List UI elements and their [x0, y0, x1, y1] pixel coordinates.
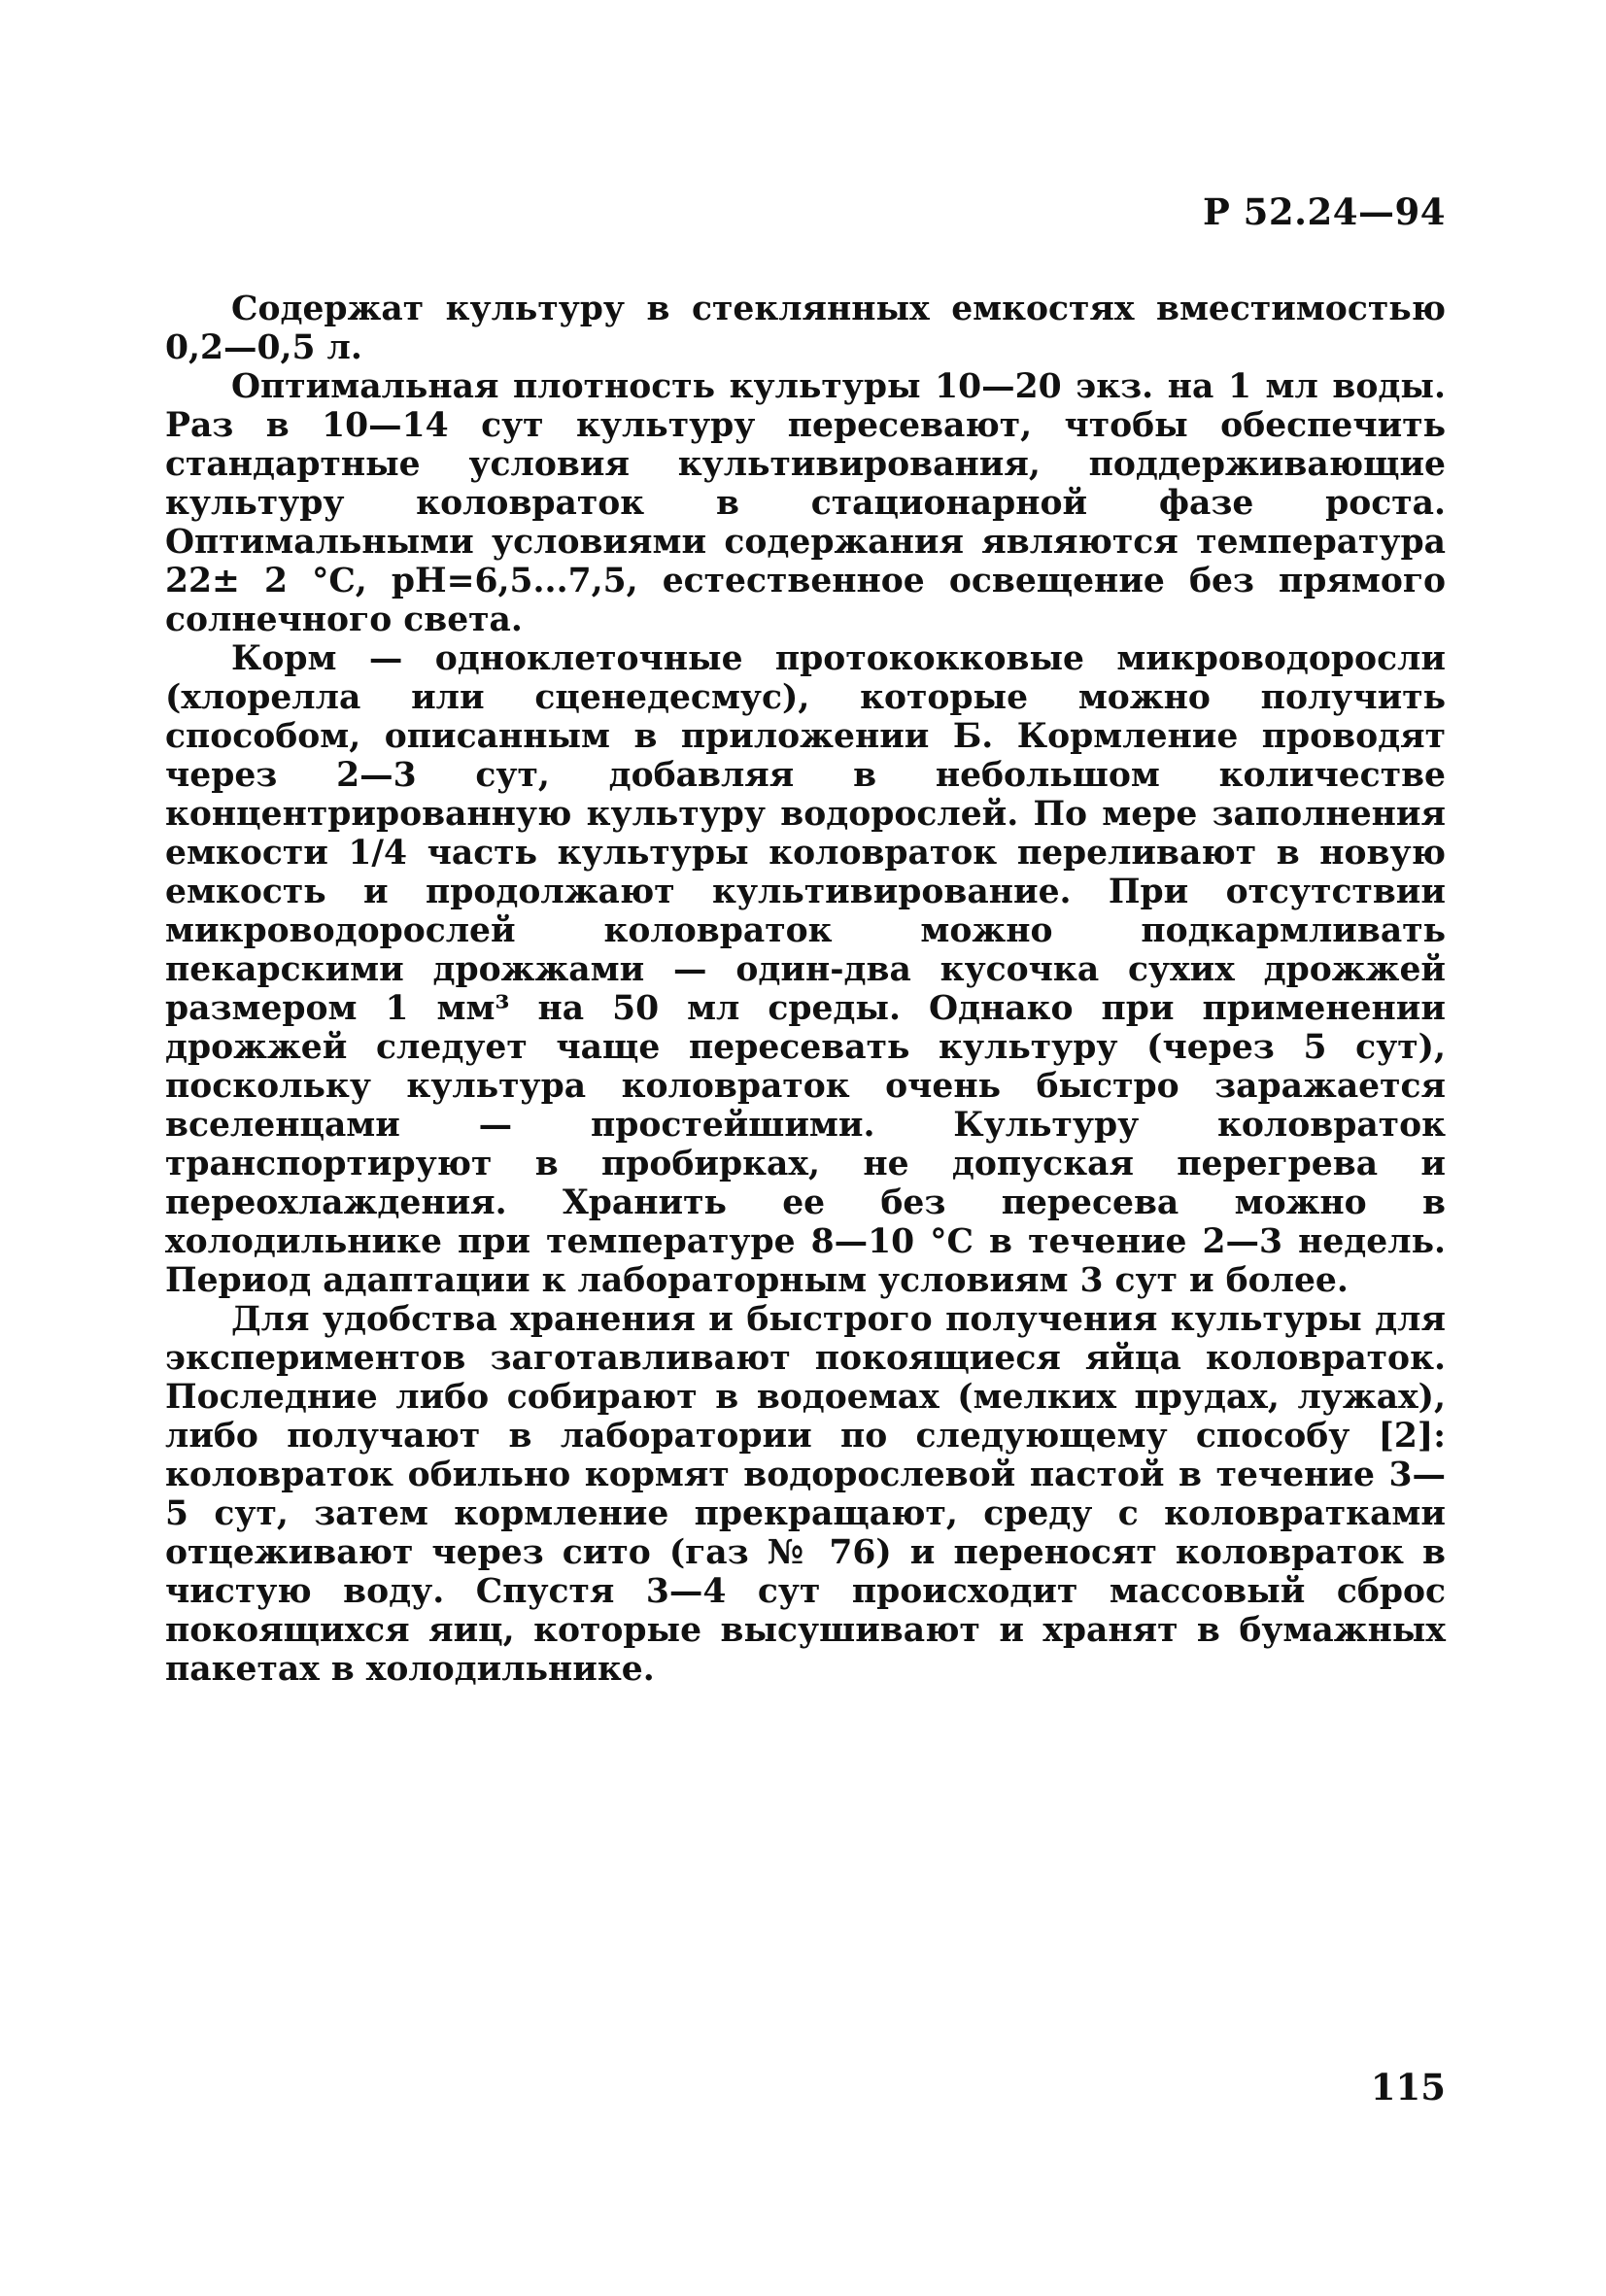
- paragraph-4: Для удобства хранения и быстрого получения культуры для экспериментов заготавливают покоящиеся яйца коловраток. Последние либо собирают в водоемах (мелких прудах, лужах), либо получают в лаборатории по следующему способу [2]: коловраток обильно кормят водорослевой пастой в течение 3—5 сут, затем кормление прекращают, среду с коловратками отцеживают через сито (газ № 76) и переносят коловраток в чистую воду. Спустя 3—4 сут происходит массовый сброс покоящихся яиц, которые высушивают и хранят в бумажных пакетах в холодильнике.: [165, 1300, 1446, 1689]
- paragraph-2: Оптимальная плотность культуры 10—20 экз. на 1 мл воды. Раз в 10—14 сут культуру пересевают, чтобы обеспечить стандартные условия культивирования, поддерживающие культуру коловраток в стационарной фазе роста. Оптимальными условиями содержания являются температура 22± 2 °С, pH=6,5...7,5, естественное освещение без прямого солнечного света.: [165, 367, 1446, 639]
- page-number: 115: [1370, 2066, 1446, 2108]
- paragraph-3: Корм — одноклеточные протококковые микроводоросли (хлорелла или сценедесмус), которые можно получить способом, описанным в приложении Б. Кормление проводят через 2—3 сут, добавляя в небольшом количестве концентрированную культуру водорослей. По мере заполнения емкости 1/4 часть культуры коловраток переливают в новую емкость и продолжают культивирование. При отсутствии микроводорослей коловраток можно подкармливать пекарскими дрожжами — один-два кусочка сухих дрожжей размером 1 мм³ на 50 мл среды. Однако при применении дрожжей следует чаще пересевать культуру (через 5 сут), поскольку культура коловраток очень быстро заражается вселенцами — простейшими. Культуру коловраток транспортируют в пробирках, не допуская перегрева и переохлаждения. Хранить ее без пересева можно в холодильнике при температуре 8—10 °С в течение 2—3 недель. Период адаптации к лабораторным условиям 3 сут и более.: [165, 639, 1446, 1300]
- body-text: [165, 290, 1446, 1689]
- paragraph-1: Содержат культуру в стеклянных емкостях вместимостью 0,2—0,5 л.: [165, 290, 1446, 367]
- document-code: Р 52.24—94: [1202, 190, 1446, 233]
